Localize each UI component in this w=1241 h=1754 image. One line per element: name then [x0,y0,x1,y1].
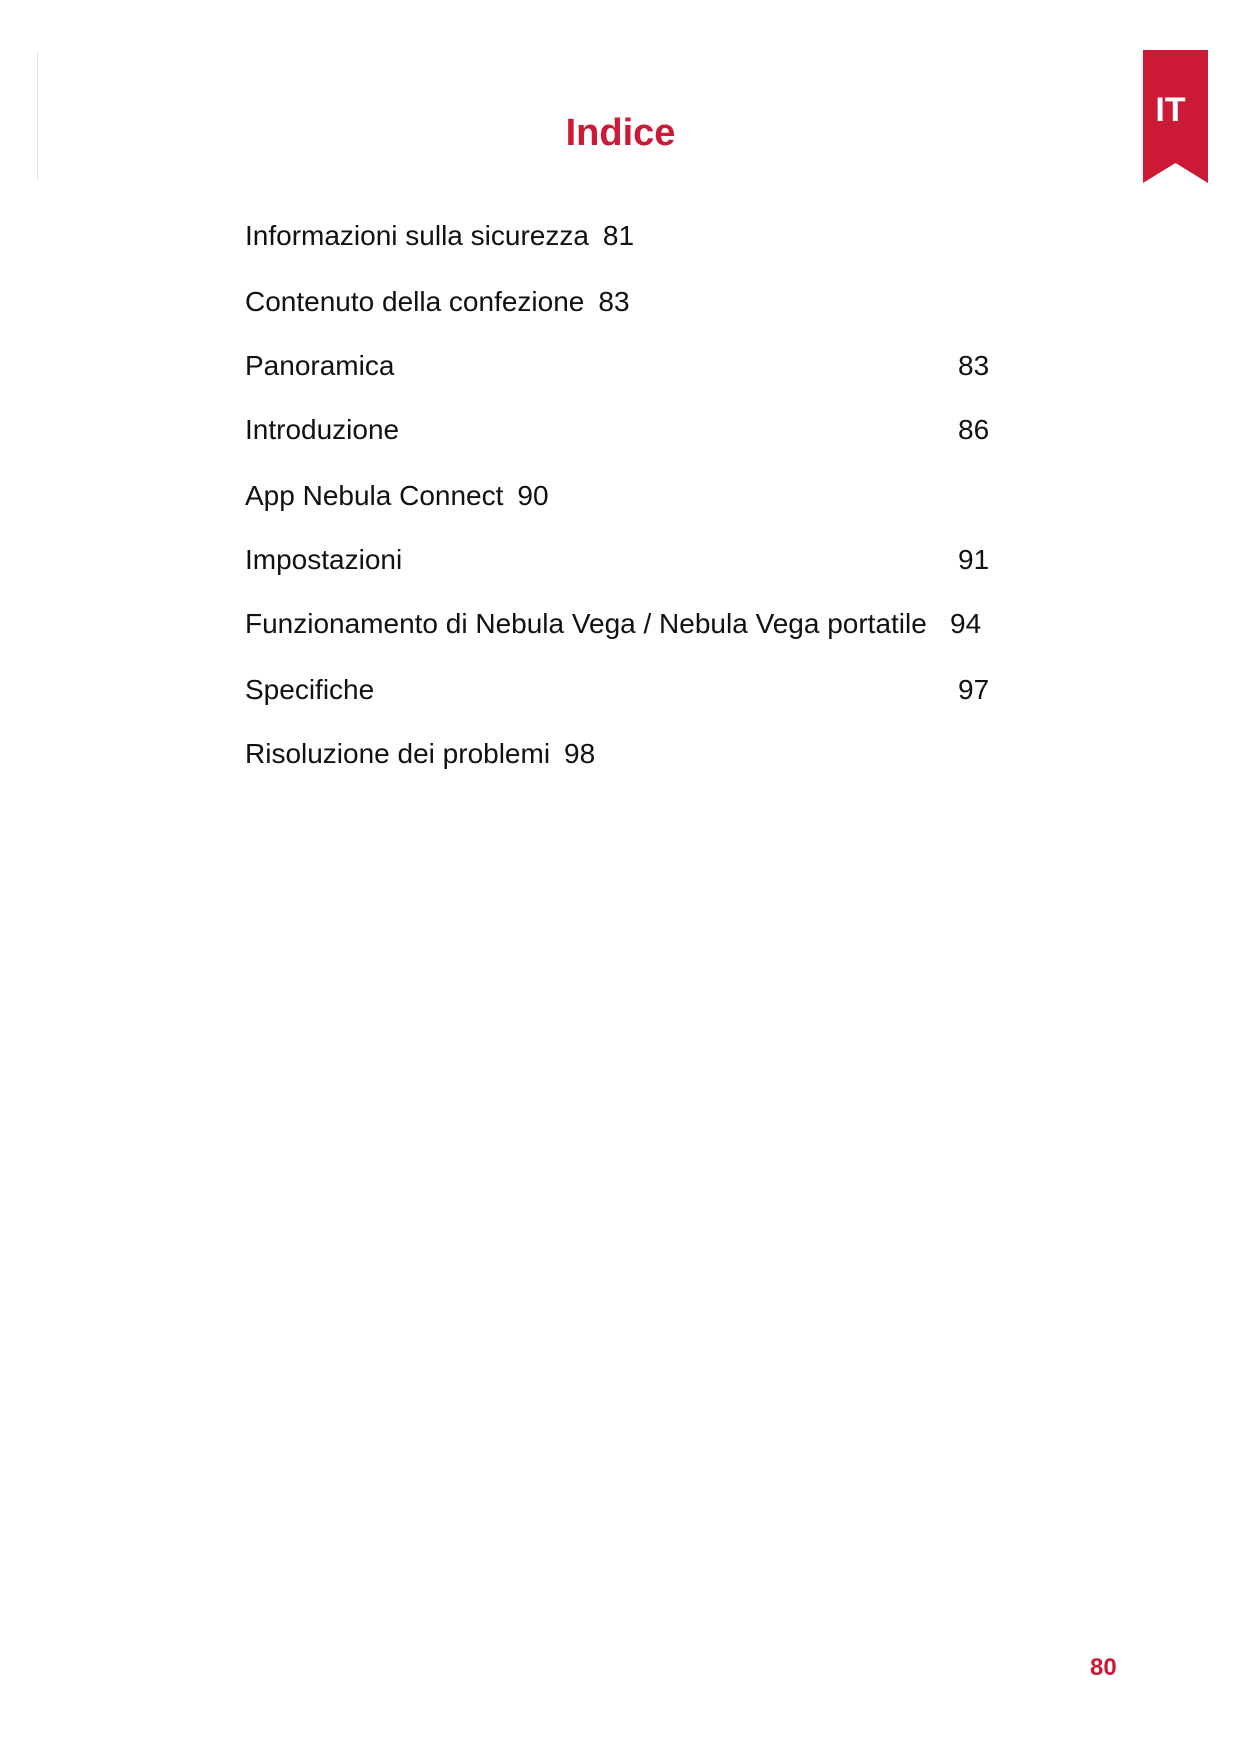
toc-item-title: Contenuto della confezione [245,286,585,317]
toc-item-title: Risoluzione dei problemi [245,738,551,769]
toc-item-informazioni-sicurezza[interactable] [245,219,634,253]
toc-item-impostazioni[interactable] [245,543,402,577]
toc-item-page: 90 [517,480,549,511]
toc-item-title: App Nebula Connect [245,480,504,511]
page-title: Indice [565,112,676,154]
page-number: 80 [1090,1654,1117,1681]
toc-item-introduzione[interactable] [245,413,399,447]
toc-item-page: 81 [602,220,635,251]
toc-item-title: Impostazioni [245,544,403,575]
toc-item-panoramica[interactable] [245,349,394,383]
toc-item-funzionamento[interactable] [245,607,927,641]
toc-item-page: 97 [958,674,990,705]
toc-item-page: 83 [958,350,990,381]
toc-item-page: 91 [958,544,990,575]
language-tab-label: IT [1155,91,1186,129]
toc-item-page: 94 [950,608,982,639]
toc-item-title: Informazioni sulla sicurezza [245,220,589,251]
toc-item-page: 86 [958,414,990,445]
toc-item-contenuto-confezione[interactable] [245,285,630,319]
toc-item-page: 98 [564,738,596,769]
toc-item-specifiche[interactable] [245,673,374,707]
toc-item-page: 83 [598,286,630,317]
toc-item-title: Introduzione [245,414,400,445]
toc-item-title: Panoramica [245,350,395,381]
toc-item-risoluzione-problemi[interactable] [245,737,595,771]
toc-item-app-nebula-connect[interactable] [245,479,549,513]
toc-item-title: Specifiche [245,674,375,705]
toc-item-title: Funzionamento di Nebula Vega / Nebula Vega portatile [245,608,927,639]
